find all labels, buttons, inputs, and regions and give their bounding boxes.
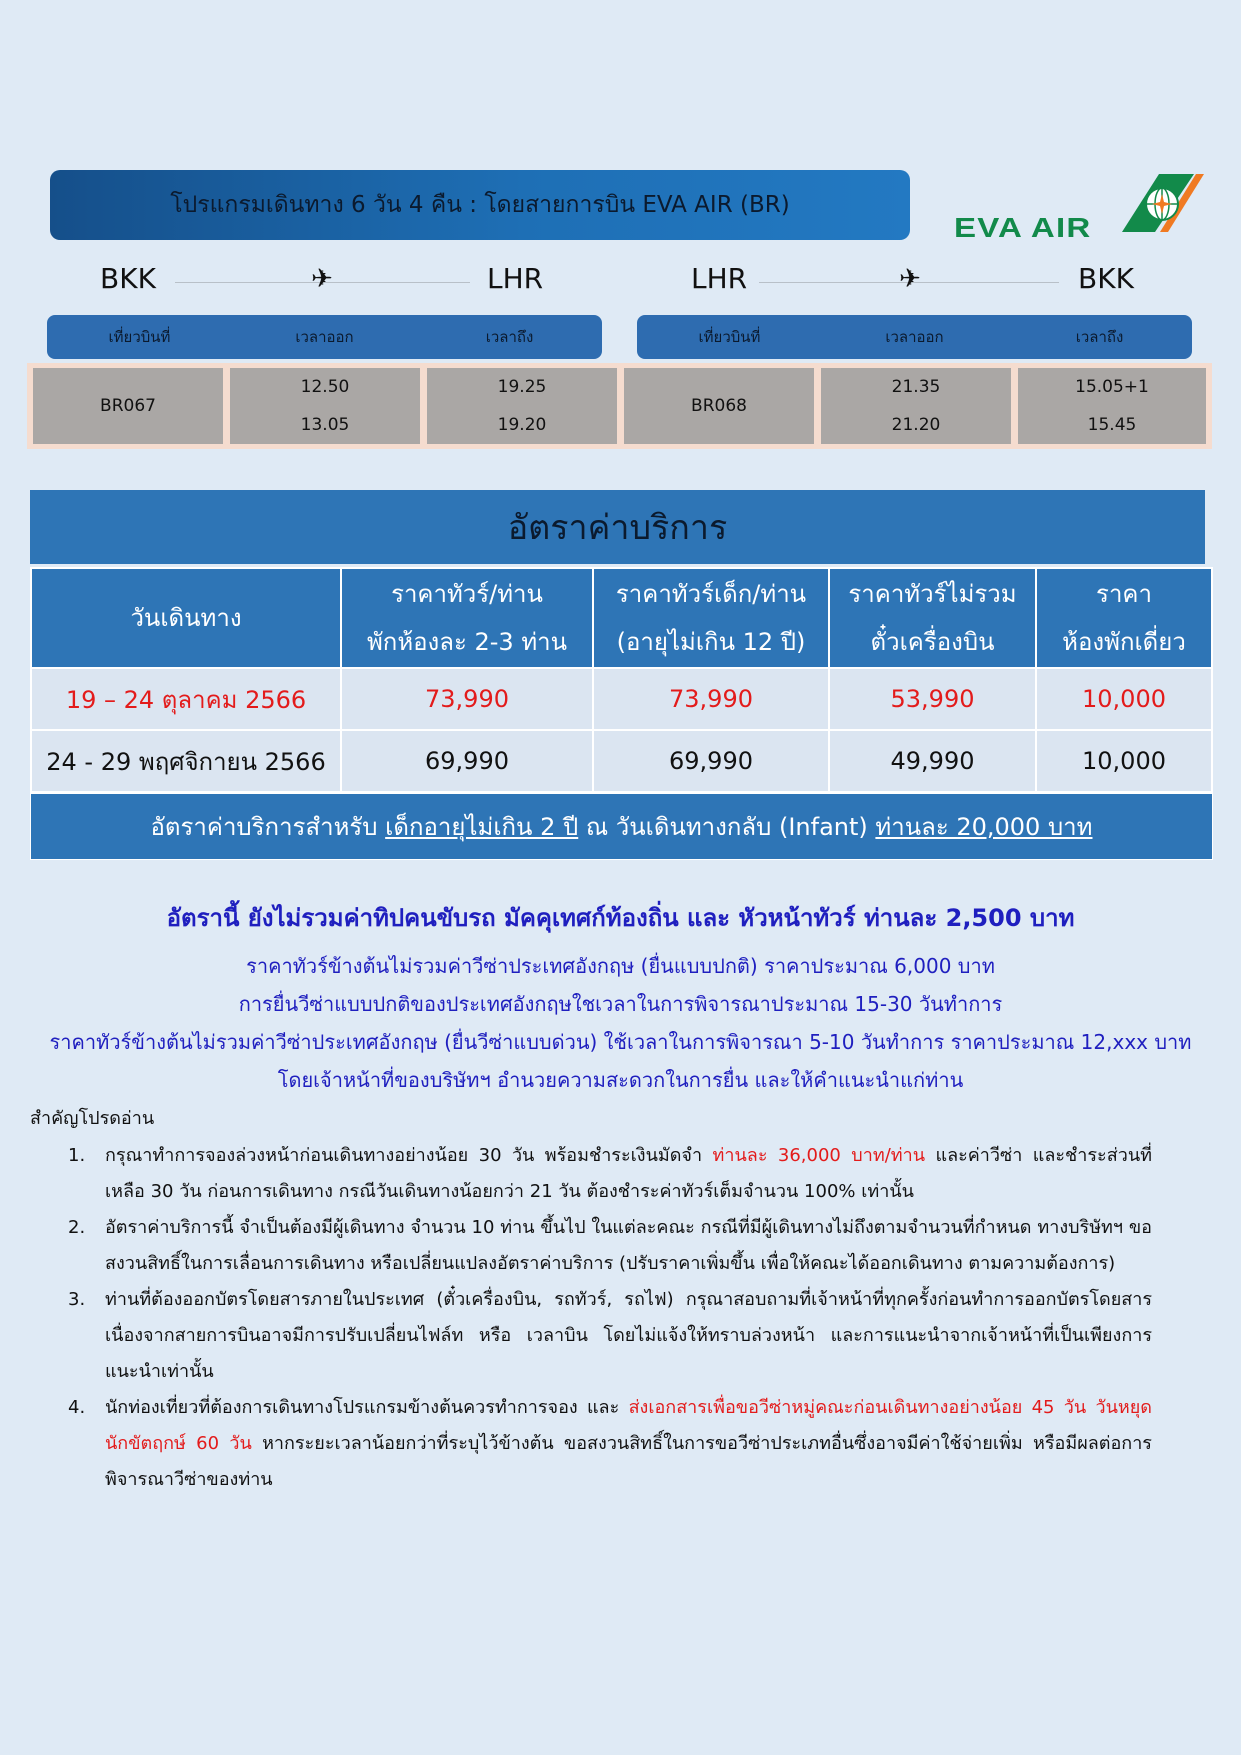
arrive-time: 15.05+1 bbox=[1075, 377, 1149, 397]
inbound-depart-cell bbox=[821, 368, 1011, 444]
outbound-destination: LHR bbox=[487, 262, 544, 295]
visa-deadline-highlight: ส่งเอกสารเพื่อขอวีซ่าหมู่คณะก่อนเดินทางอย่างน้อย 45 วัน วันหยุดนักขัตฤกษ์ 60 วัน bbox=[105, 1397, 1152, 1454]
program-title: โปรแกรมเดินทาง 6 วัน 4 คืน : โดยสายการบิน EVA AIR (BR) bbox=[170, 192, 790, 218]
inbound-origin: LHR bbox=[691, 262, 748, 295]
arrive-time: 15.45 bbox=[1087, 415, 1137, 435]
arrive-time: 19.25 bbox=[497, 377, 547, 397]
price-adult: 73,990 bbox=[341, 668, 593, 730]
visa-note-3: ราคาทัวร์ข้างต้นไม่รวมค่าวีซ่าประเทศอังกฤษ (ยื่นวีซ่าแบบด่วน) ใช้เวลาในการพิจารณา 5-10 วันทำการ ราคาประมาณ 12,xxx บาท bbox=[49, 1030, 1192, 1054]
infant-price: ท่านละ 20,000 บาท bbox=[875, 813, 1093, 841]
inbound-route bbox=[685, 262, 1195, 302]
header-cell: ราคาทัวร์/ท่าน พักห้องละ 2-3 ท่าน bbox=[341, 568, 593, 668]
flight-schedule bbox=[27, 363, 1212, 449]
depart-time: 21.20 bbox=[891, 415, 941, 435]
item-number: 1. bbox=[68, 1145, 86, 1166]
flight-number: BR068 bbox=[691, 396, 747, 416]
outbound-depart-cell bbox=[230, 368, 420, 444]
item-number: 4. bbox=[68, 1397, 86, 1418]
list-item: 3. ท่านที่ต้องออกบัตรโดยสารภายในประเทศ (ตั๋วเครื่องบิน, รถทัวร์, รถไฟ) กรุณาสอบถามที่เจ้าหน้าที่ทุกครั้งก่อนทำการออกบัตรโดยสาร เนื่องจากสายการบินอาจมีการปรับเปลี่ยนไฟล์ท หรือ เวลาบิน โดยไม่แจ้งให้ทราบล่วงหน้า และการแนะนำจากเจ้าหน้าที่เป็นเพียงการแนะนำเท่านั้น bbox=[60, 1282, 1152, 1390]
infant-mid: ณ วันเดินทางกลับ (Infant) bbox=[585, 813, 868, 841]
price-single-room: 10,000 bbox=[1036, 668, 1212, 730]
outbound-arrive-cell bbox=[427, 368, 617, 444]
arrive-time: 19.20 bbox=[497, 415, 547, 435]
depart-time: 13.05 bbox=[300, 415, 350, 435]
inbound-arrive-cell bbox=[1018, 368, 1206, 444]
travel-date: 24 - 29 พฤศจิกายน 2566 bbox=[31, 730, 341, 792]
col-arrive: เวลาถึง bbox=[1075, 328, 1124, 346]
table-row bbox=[31, 730, 1212, 792]
infant-age-condition: เด็กอายุไม่เกิน 2 ปี bbox=[385, 813, 579, 841]
rates-title: อัตราค่าบริการ bbox=[507, 508, 728, 548]
important-list bbox=[60, 1138, 1152, 1498]
inbound-flight-no-cell bbox=[624, 368, 814, 444]
plane-icon: ✈ bbox=[311, 264, 333, 294]
program-title-bar bbox=[50, 170, 910, 240]
price-no-ticket: 53,990 bbox=[829, 668, 1036, 730]
visa-note-1: ราคาทัวร์ข้างต้นไม่รวมค่าวีซ่าประเทศอังกฤษ (ยื่นแบบปกติ) ราคาประมาณ 6,000 บาท bbox=[246, 954, 995, 978]
col-arrive: เวลาถึง bbox=[485, 328, 534, 346]
price-child: 73,990 bbox=[593, 668, 829, 730]
depart-time: 21.35 bbox=[891, 377, 941, 397]
inbound-destination: BKK bbox=[1078, 262, 1134, 295]
price-child: 69,990 bbox=[593, 730, 829, 792]
col-depart: เวลาออก bbox=[885, 328, 944, 346]
item-number: 3. bbox=[68, 1289, 86, 1310]
col-flight-no: เที่ยวบินที่ bbox=[108, 328, 171, 346]
price-single-room: 10,000 bbox=[1036, 730, 1212, 792]
travel-date: 19 – 24 ตุลาคม 2566 bbox=[31, 668, 341, 730]
tips-note: อัตรานี้ ยังไม่รวมค่าทิปคนขับรถ มัคคุเทศก์ท้องถิ่น และ หัวหน้าทัวร์ ท่านละ 2,500 บาท bbox=[166, 904, 1075, 932]
list-item: 4. นักท่องเที่ยวที่ต้องการเดินทางโปรแกรมข้างต้นควรทำการจอง และ ส่งเอกสารเพื่อขอวีซ่าหมู่คณะก่อนเดินทางอย่างน้อย 45 วัน วันหยุดนักขัตฤกษ์ 60 วัน หากระยะเวลาน้อยกว่าที่ระบุไว้ข้างต้น ขอสงวนสิทธิ์ในการขอวีซ่าประเภทอื่นซึ่งอาจมีค่าใช้จ่ายเพิ่ม หรือมีผลต่อการพิจารณาวีซ่าของท่าน bbox=[60, 1390, 1152, 1498]
outbound-flight-header bbox=[47, 315, 602, 359]
deposit-highlight: ท่านละ 36,000 บาท/ท่าน bbox=[712, 1145, 926, 1166]
plane-icon: ✈ bbox=[899, 264, 921, 294]
price-table-header bbox=[31, 568, 1212, 668]
price-adult: 69,990 bbox=[341, 730, 593, 792]
logo-text: EVA AIR bbox=[954, 212, 1092, 243]
infant-rate-bar bbox=[30, 793, 1213, 860]
item-number: 2. bbox=[68, 1217, 86, 1238]
rates-title-bar bbox=[30, 490, 1205, 564]
col-flight-no: เที่ยวบินที่ bbox=[698, 328, 761, 346]
visa-note-2: การยื่นวีซ่าแบบปกติของประเทศอังกฤษใชเวลาในการพิจารณาประมาณ 15-30 วันทำการ bbox=[238, 992, 1003, 1016]
important-heading: สำคัญโปรดอ่าน bbox=[30, 1108, 155, 1129]
list-item: 1. กรุณาทำการจองล่วงหน้าก่อนเดินทางอย่างน้อย 30 วัน พร้อมชำระเงินมัดจำ ท่านละ 36,000 บาท/ท่าน และค่าวีซ่า และชำระส่วนที่เหลือ 30 วัน ก่อนการเดินทาง กรณีวันเดินทางน้อยกว่า 21 วัน ต้องชำระค่าทัวร์เต็มจำนวน 100% เท่านั้น bbox=[60, 1138, 1152, 1210]
price-table bbox=[30, 567, 1213, 793]
header-cell: ราคาทัวร์ไม่รวม ตั๋วเครื่องบิน bbox=[829, 568, 1036, 668]
header-cell: ราคา ห้องพักเดี่ยว bbox=[1036, 568, 1212, 668]
header-cell: ราคาทัวร์เด็ก/ท่าน (อายุไม่เกิน 12 ปี) bbox=[593, 568, 829, 668]
outbound-route bbox=[95, 262, 605, 302]
col-depart: เวลาออก bbox=[295, 328, 354, 346]
outbound-origin: BKK bbox=[100, 262, 156, 295]
outbound-flight-no-cell bbox=[33, 368, 223, 444]
header-cell: วันเดินทาง bbox=[31, 568, 341, 668]
depart-time: 12.50 bbox=[300, 377, 350, 397]
table-row bbox=[31, 668, 1212, 730]
list-item: 2. อัตราค่าบริการนี้ จำเป็นต้องมีผู้เดินทาง จำนวน 10 ท่าน ขึ้นไป ในแต่ละคณะ กรณีที่มีผู้เดินทางไม่ถึงตามจำนวนที่กำหนด ทางบริษัทฯ ขอสงวนสิทธิ์ในการเลื่อนการเดินทาง หรือเปลี่ยนแปลงอัตราค่าบริการ (ปรับราคาเพิ่มขึ้น เพื่อให้คณะได้ออกเดินทาง ตามความต้องการ) bbox=[60, 1210, 1152, 1282]
infant-prefix: อัตราค่าบริการสำหรับ bbox=[150, 813, 378, 841]
visa-note-4: โดยเจ้าหน้าที่ของบริษัทฯ อำนวยความสะดวกในการยื่น และให้คำแนะนำแก่ท่าน bbox=[277, 1068, 964, 1092]
inbound-flight-header bbox=[637, 315, 1192, 359]
flight-number: BR067 bbox=[100, 396, 156, 416]
price-no-ticket: 49,990 bbox=[829, 730, 1036, 792]
eva-air-logo bbox=[954, 172, 1206, 242]
